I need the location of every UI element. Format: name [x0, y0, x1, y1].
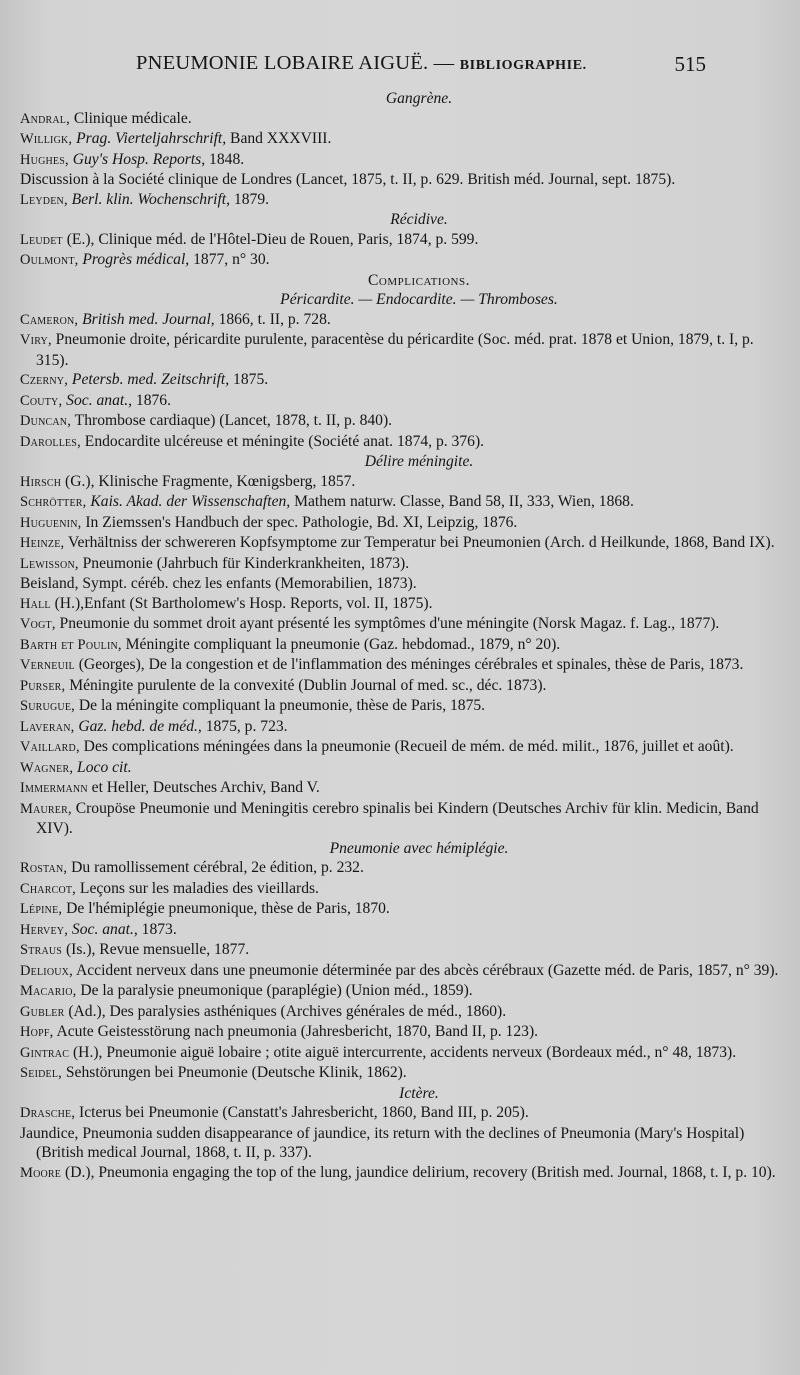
entry-text: (E.), Clinique méd. de l'Hôtel-Dieu de Rouen, Paris, 1874, p. 599.: [62, 230, 479, 248]
entry-text: 1879.: [230, 190, 270, 208]
entry-author: Verneuil: [20, 657, 75, 673]
entry-source: Progrès médical,: [78, 251, 190, 268]
bibliography-entry: [20, 1163, 788, 1184]
bibliography-entry: [20, 940, 788, 961]
entry-source: British med. Journal,: [78, 310, 215, 328]
page-number: 515: [674, 52, 706, 76]
bibliography-entry: [20, 129, 788, 150]
entry-author: Lewisson,: [20, 555, 79, 572]
entry-text: 1876.: [132, 391, 171, 409]
entry-author: Lépine,: [20, 901, 63, 917]
entry-text: Mathem naturw. Classe, Band 58, II, 333, Wien, 1868.: [290, 493, 634, 510]
section-heading: Délire méningite.: [364, 453, 474, 470]
bibliography-entry: [20, 554, 788, 575]
bibliography-entry: [20, 1002, 788, 1023]
bibliography-entry: [20, 574, 788, 594]
entry-text: 1873.: [137, 920, 177, 938]
bibliography-entry: [20, 961, 788, 982]
entry-source: Berl. klin. Wochenschrift,: [67, 190, 231, 208]
bibliography-entry: [20, 717, 788, 738]
entry-text: Endocardite ulcéreuse et méningite (Société anat. 1874, p. 376).: [80, 432, 485, 450]
entry-author: Macario,: [20, 983, 77, 999]
section-heading: Complications.: [368, 271, 470, 289]
entry-text: Discussion à la Société clinique de Londres (Lancet, 1875, t. II, p. 629. British méd. Journal, sept. 1875).: [20, 171, 676, 188]
entry-text: 1866, t. II, p. 728.: [214, 310, 331, 328]
entry-author: Leyden,: [20, 191, 68, 208]
entry-text: (H.),Enfant (St Bartholomew's Hosp. Reports, vol. II, 1875).: [50, 594, 433, 612]
entry-source: Loco cit.: [73, 758, 132, 776]
entry-text: Icterus bei Pneumonie (Canstatt's Jahresbericht, 1860, Band III, p. 205).: [75, 1104, 529, 1121]
entry-source: Petersb. med. Zeitschrift,: [68, 371, 230, 388]
bibliography-entry: [20, 1103, 788, 1124]
entry-text: (D.), Pneumonia engaging the top of the lung, jaundice delirium, recovery (British med. Journal, 1868, t. I, p. 10).: [61, 1163, 776, 1181]
bibliography-entry: [20, 1124, 788, 1163]
entry-author: Straus: [20, 942, 63, 958]
entry-author: Leudet: [20, 231, 63, 248]
entry-author: Gintrac: [20, 1044, 70, 1061]
bibliography-entry: [20, 635, 788, 656]
entry-text: Beisland, Sympt. céréb. chez les enfants (Memorabilien, 1873).: [20, 575, 417, 592]
entry-source: Soc. anat.,: [68, 920, 138, 938]
section-heading: Gangrène.: [385, 90, 453, 107]
entry-author: Duncan,: [20, 413, 72, 429]
entry-author: Hall: [20, 595, 51, 612]
bibliography-entry: [20, 513, 788, 534]
entry-author: Wagner,: [20, 759, 74, 776]
entry-author: Willigk,: [20, 131, 73, 147]
entry-text: Verhältniss der schwereren Kopfsymptome zur Temperatur bei Pneumonien (Arch. d Heilkunde, 1868, Band IX).: [64, 534, 775, 551]
bibliography-entry: [20, 655, 788, 676]
entry-text: Du ramollissement cérébral, 2e édition, p. 232.: [67, 859, 364, 876]
bibliography-entry: [20, 533, 788, 554]
header-title-text: PNEUMONIE LOBAIRE AIGUË. —: [136, 52, 455, 74]
entry-author: Rostan,: [20, 860, 68, 876]
entry-text: Méningite purulente de la convexité (Dublin Journal of med. sc., déc. 1873).: [65, 676, 547, 694]
entry-author: Hervey,: [20, 921, 69, 938]
bibliography-entry: [20, 310, 788, 331]
header-section: BIBLIOGRAPHIE.: [459, 58, 587, 73]
running-header: [136, 52, 706, 84]
bibliography-entry: [20, 330, 788, 370]
section-heading: Récidive.: [390, 211, 448, 228]
entry-source: Gaz. hebd. de méd.,: [74, 717, 202, 735]
bibliography-entry: [20, 492, 788, 513]
entry-author: Darolles,: [20, 433, 81, 450]
entry-text: Acute Geistesstörung nach pneumonia (Jahresbericht, 1870, Band II, p. 123).: [53, 1023, 539, 1040]
entry-source: Soc. anat.,: [62, 391, 133, 409]
bibliography-entry: [20, 109, 788, 130]
bibliography-entry: [20, 250, 788, 271]
entry-author: Hirsch: [20, 473, 62, 490]
bibliography-entry: [20, 614, 788, 635]
entry-text: 1875, p. 723.: [201, 717, 288, 735]
entry-author: Barth et Poulin,: [20, 636, 122, 653]
entry-text: Pneumonie droite, péricardite purulente, paracentèse du péricardite (Soc. méd. prat. 1878 et Union, 1879, t. I, p. 315).: [36, 331, 754, 369]
bibliography-entry: [20, 432, 788, 453]
entry-author: Surugue,: [20, 698, 75, 714]
entry-author: Delioux,: [20, 962, 73, 979]
entry-author: Immermann: [20, 780, 88, 796]
entry-text: (H.), Pneumonie aiguë lobaire ; otite aiguë intercurrente, accidents nerveux (Bordeaux méd., n° 48, 1873).: [69, 1043, 737, 1061]
entry-text: Pneumonie (Jahrbuch für Kinderkrankheiten, 1873).: [78, 554, 410, 572]
bibliography-entry: [20, 737, 788, 758]
entry-author: Purser,: [20, 677, 66, 694]
entry-text: In Ziemssen's Handbuch der spec. Pathologie, Bd. XI, Leipzig, 1876.: [81, 513, 518, 531]
entry-text: Jaundice, Pneumonia sudden disappearance of jaundice, its return with the declines of Pneumonia (Mary's Hospital) (British medical Journal, 1868, t. II, p. 337).: [20, 1124, 745, 1161]
entry-text: De l'hémiplégie pneumonique, thèse de Paris, 1870.: [62, 900, 390, 917]
bibliography-entry: [20, 758, 788, 779]
bibliography-entry: [20, 799, 788, 839]
bibliography-entry: [20, 920, 788, 941]
entry-author: Cameron,: [20, 311, 79, 328]
entry-text: (Is.), Revue mensuelle, 1877.: [62, 941, 250, 958]
entry-author: Heinze,: [20, 535, 65, 551]
section-heading: Pneumonie avec hémiplégie.: [329, 839, 509, 857]
entry-text: 1875.: [229, 371, 269, 388]
bibliography-entry: [20, 858, 788, 879]
entry-text: (Ad.), Des paralysies asthéniques (Archives générales de méd., 1860).: [64, 1002, 507, 1020]
bibliography-entry: [20, 778, 788, 799]
entry-author: Schrötter,: [20, 494, 87, 510]
entry-text: Band XXXVIII.: [226, 130, 332, 147]
entry-author: Gubler: [20, 1003, 65, 1020]
entry-author: Czerny,: [20, 372, 69, 388]
entry-source: Prag. Vierteljahrschrift,: [72, 130, 227, 147]
section-heading: Ictère.: [399, 1084, 439, 1102]
entry-author: Hopf,: [20, 1024, 54, 1040]
section-heading: Péricardite. — Endocardite. — Thromboses.: [280, 291, 558, 308]
bibliography-entry: [20, 411, 788, 432]
entry-text: et Heller, Deutsches Archiv, Band V.: [87, 779, 320, 796]
bibliography-entry: [20, 899, 788, 920]
entry-text: Des complications méningées dans la pneumonie (Recueil de mém. de méd. milit., 1876, juillet et août).: [79, 738, 734, 755]
entry-text: 1848.: [205, 150, 245, 168]
entry-text: Leçons sur les maladies des vieillards.: [76, 879, 319, 897]
entry-author: Hughes,: [20, 151, 69, 168]
entry-author: Vaillard,: [20, 739, 80, 755]
bibliography-content: [20, 89, 788, 1183]
entry-source: Kais. Akad. der Wissenschaften,: [86, 493, 291, 510]
entry-author: Oulmont,: [20, 252, 79, 268]
bibliography-entry: [20, 1043, 788, 1064]
header-title: [136, 52, 587, 75]
bibliography-entry: [20, 676, 788, 697]
entry-author: Huguenin,: [20, 514, 82, 531]
entry-text: Accident nerveux dans une pneumonie déterminée par des abcès cérébraux (Gazette méd. de Paris, 1857, n° 39).: [72, 961, 779, 979]
entry-text: Sehstörungen bei Pneumonie (Deutsche Klinik, 1862).: [61, 1064, 407, 1081]
entry-text: Clinique médicale.: [69, 109, 192, 127]
entry-text: Pneumonie du sommet droit ayant présenté les symptômes d'une méningite (Norsk Magaz. f. Lag., 1877).: [55, 615, 720, 632]
bibliography-entry: [20, 150, 788, 171]
entry-author: Viry,: [20, 332, 52, 348]
entry-author: Andral,: [20, 110, 70, 127]
bibliography-entry: [20, 391, 788, 412]
bibliography-entry: [20, 1063, 788, 1084]
entry-text: Croupöse Pneumonie und Meningitis cerebro spinalis bei Kindern (Deutsches Archiv für klin. Medicin, Band XIV).: [36, 799, 759, 837]
entry-author: Seidel,: [20, 1065, 62, 1081]
entry-author: Charcot,: [20, 880, 77, 897]
bibliography-entry: [20, 981, 788, 1002]
entry-text: De la paralysie pneumonique (paraplégie) (Union méd., 1859).: [76, 982, 473, 999]
bibliography-entry: [20, 594, 788, 615]
bibliography-entry: [20, 879, 788, 900]
bibliography-entry: [20, 230, 788, 251]
entry-author: Laveran,: [20, 718, 75, 735]
entry-text: (Georges), De la congestion et de l'inflammation des méninges cérébrales et spinales, thèse de Paris, 1873.: [74, 656, 744, 673]
bibliography-entry: [20, 170, 788, 190]
bibliography-entry: [20, 1022, 788, 1043]
entry-author: Couty,: [20, 392, 63, 409]
entry-author: Drasche,: [20, 1105, 76, 1121]
entry-text: (G.), Klinische Fragmente, Kœnigsberg, 1857.: [61, 472, 356, 490]
entry-source: Guy's Hosp. Reports,: [68, 150, 206, 168]
entry-text: Méningite compliquant la pneumonie (Gaz. hebdomad., 1879, n° 20).: [121, 635, 561, 653]
entry-author: Vogt,: [20, 616, 56, 632]
entry-author: Maurer,: [20, 800, 72, 817]
bibliography-entry: [20, 472, 788, 493]
entry-author: Moore: [20, 1164, 62, 1181]
entry-text: 1877, n° 30.: [189, 251, 270, 268]
bibliography-entry: [20, 370, 788, 391]
entry-text: Thrombose cardiaque) (Lancet, 1878, t. II, p. 840).: [71, 412, 393, 429]
bibliography-entry: [20, 190, 788, 211]
entry-text: De la méningite compliquant la pneumonie, thèse de Paris, 1875.: [74, 697, 486, 714]
bibliography-entry: [20, 696, 788, 717]
